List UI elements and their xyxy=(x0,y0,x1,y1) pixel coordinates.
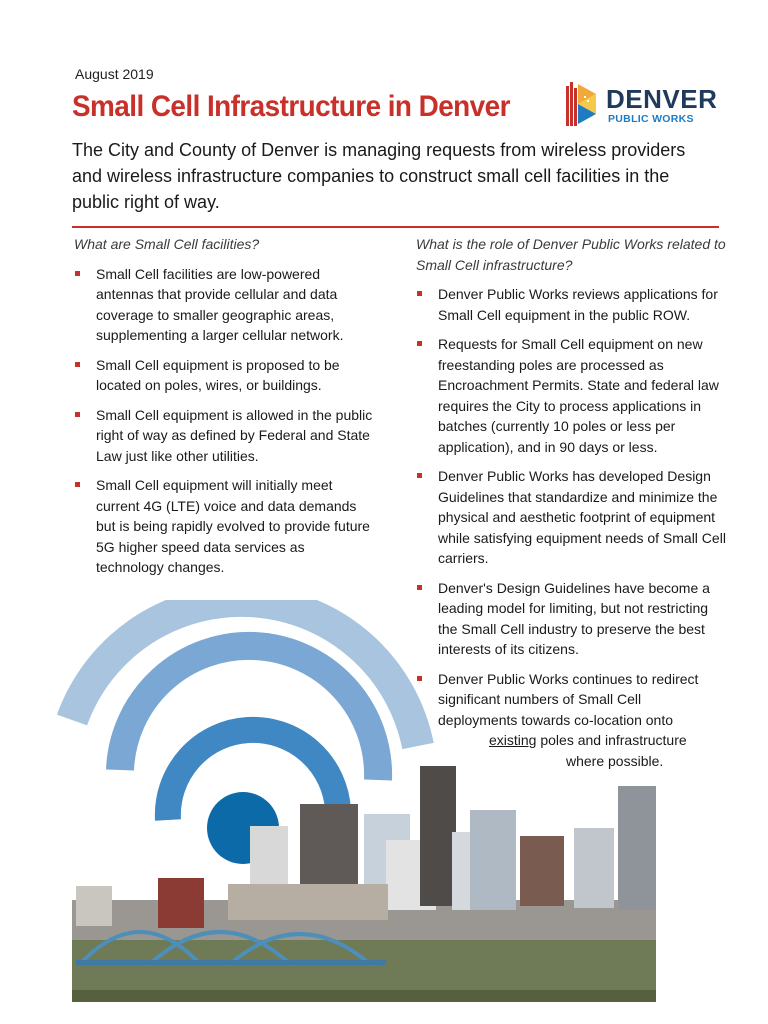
left-column xyxy=(74,234,374,587)
list-item: Denver Public Works has developed Design Guidelines that standardize and minimize the physical and aesthetic footprint of equipment while satisfying equipment needs of Small Cell carriers. xyxy=(416,466,726,569)
page-title: Small Cell Infrastructure in Denver xyxy=(72,90,510,123)
denver-flag-logo-icon xyxy=(562,82,598,128)
list-item: Denver Public Works reviews applications for Small Cell equipment in the public ROW. xyxy=(416,284,726,325)
right-question: What is the role of Denver Public Works related to Small Cell infrastructure? xyxy=(416,236,726,273)
list-item: Requests for Small Cell equipment on new freestanding poles are processed as Encroachment Permits. State and federal law requires the City to process applications in batches (currently 10 poles or less per application), and in 90 days or less. xyxy=(416,334,726,457)
denver-public-works-logo xyxy=(562,82,732,130)
list-item: Small Cell facilities are low-powered antennas that provide cellular and data coverage to smaller geographic areas, supplementing a larger cellular network. xyxy=(74,264,374,346)
list-item: Denver's Design Guidelines have become a leading model for limiting, but not restricting the Small Cell industry to preserve the best interests of its citizens. xyxy=(416,578,726,660)
red-divider xyxy=(72,226,719,228)
skyline-illustration xyxy=(0,600,768,1024)
left-question: What are Small Cell facilities? xyxy=(74,236,260,252)
logo-name: DENVER xyxy=(606,84,718,114)
underlined-word: existing xyxy=(489,732,537,748)
list-item: Denver Public Works continues to redirect significant numbers of Small Cell deployments towards co-location onto existing poles and infrastructure where possible. xyxy=(416,669,726,772)
list-item: Small Cell equipment will initially meet current 4G (LTE) voice and data demands but is being rapidly evolved to provide future 5G higher speed data services as technology changes. xyxy=(74,475,374,578)
intro-paragraph: The City and County of Denver is managing requests from wireless providers and wireless infrastructure companies to construct small cell facilities in the public right of way. xyxy=(72,140,686,212)
left-list xyxy=(74,264,374,578)
logo-subtitle: PUBLIC WORKS xyxy=(608,113,694,125)
list-item: Small Cell equipment is allowed in the public right of way as defined by Federal and State Law just like other utilities. xyxy=(74,405,374,467)
date: August 2019 xyxy=(75,66,154,82)
list-item: Small Cell equipment is proposed to be located on poles, wires, or buildings. xyxy=(74,355,374,396)
